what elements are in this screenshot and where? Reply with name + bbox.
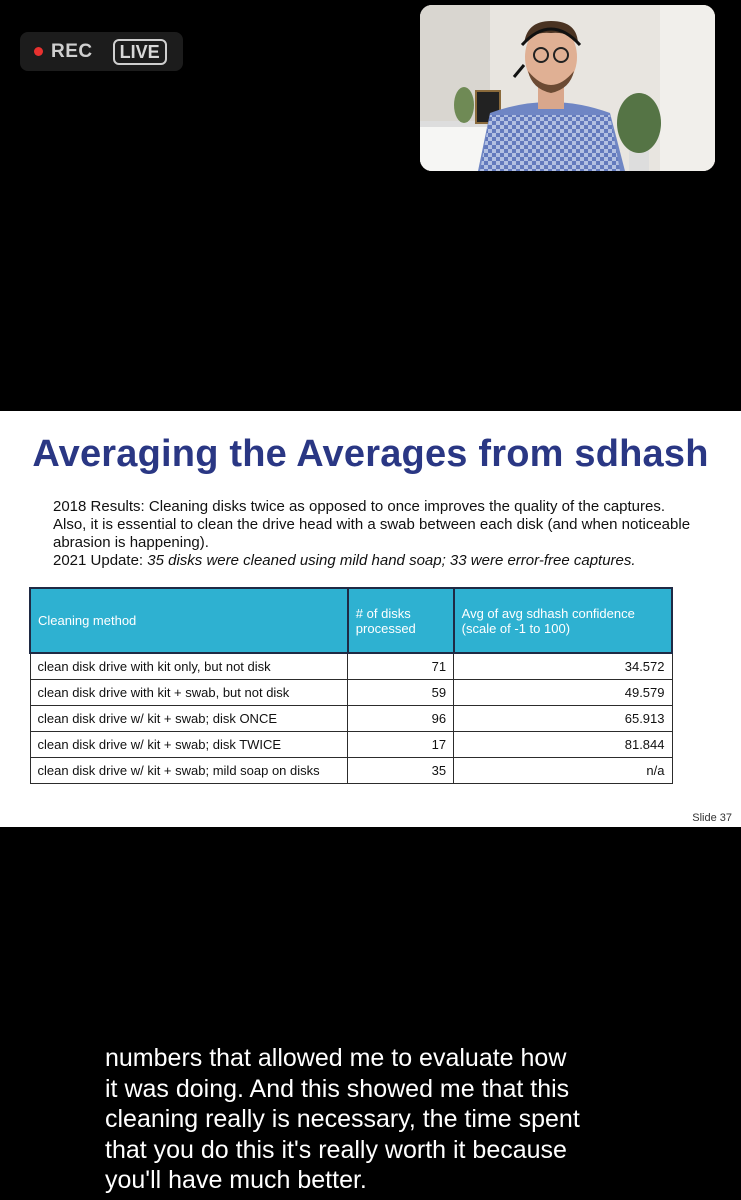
update-2021-text: 35 disks were cleaned using mild hand soap; 33 were error-free captures.	[143, 552, 636, 569]
header-avg-confidence: Avg of avg sdhash confidence (scale of -1 to 100)	[454, 588, 672, 653]
caption-line: it was doing. And this showed me that this	[105, 1074, 570, 1103]
results-table	[29, 587, 673, 784]
slide-notes	[53, 498, 693, 570]
slide-number: Slide 37	[692, 812, 732, 824]
presentation-slide	[0, 411, 741, 827]
table-row	[30, 732, 672, 758]
table-row	[30, 706, 672, 732]
cell-disks: 96	[348, 706, 454, 732]
table-row	[30, 653, 672, 680]
cell-disks: 59	[348, 680, 454, 706]
cell-method: clean disk drive w/ kit + swab; disk ONCE	[30, 706, 348, 732]
results-2018-label: 2018 Results:	[53, 498, 145, 515]
cell-method: clean disk drive with kit only, but not disk	[30, 653, 348, 680]
rec-label: REC	[51, 40, 93, 62]
record-dot-icon	[34, 47, 43, 56]
table-header-row	[30, 588, 672, 653]
caption-line: you'll have much better.	[105, 1166, 367, 1194]
header-disks-processed: # of disks processed	[348, 588, 454, 653]
caption-line: cleaning really is necessary, the time spent	[105, 1105, 580, 1133]
cell-confidence: n/a	[454, 758, 672, 784]
table-row	[30, 758, 672, 784]
cell-method: clean disk drive w/ kit + swab; disk TWICE	[30, 732, 348, 758]
update-2021-label: 2021 Update:	[53, 552, 144, 569]
results-2018	[53, 498, 693, 552]
header-cleaning-method: Cleaning method	[30, 588, 348, 653]
cell-disks: 71	[348, 653, 454, 680]
table-row	[30, 680, 672, 706]
cell-disks: 17	[348, 732, 454, 758]
cell-confidence: 81.844	[454, 732, 672, 758]
recording-status	[20, 32, 183, 71]
caption-line: that you do this it's really worth it because	[105, 1135, 567, 1164]
presenter-video[interactable]	[420, 5, 715, 171]
cell-disks: 35	[348, 758, 454, 784]
cell-confidence: 49.579	[454, 680, 672, 706]
slide-title: Averaging the Averages from sdhash	[32, 433, 709, 475]
cell-confidence: 65.913	[454, 706, 672, 732]
caption-line: numbers that allowed me to evaluate how	[105, 1044, 567, 1072]
cell-method: clean disk drive with kit + swab, but not disk	[30, 680, 348, 706]
update-2021	[53, 552, 693, 570]
cell-method: clean disk drive w/ kit + swab; mild soap on disks	[30, 758, 348, 784]
results-2018-text: Cleaning disks twice as opposed to once improves the quality of the captures. Also, it is essential to clean the drive head with a swab between each disk (and when noticeable abrasion is happening).	[53, 498, 691, 551]
live-captions	[105, 1043, 625, 1196]
cell-confidence: 34.572	[454, 653, 672, 680]
presenter-video-image	[420, 5, 715, 171]
live-badge: LIVE	[113, 39, 167, 65]
